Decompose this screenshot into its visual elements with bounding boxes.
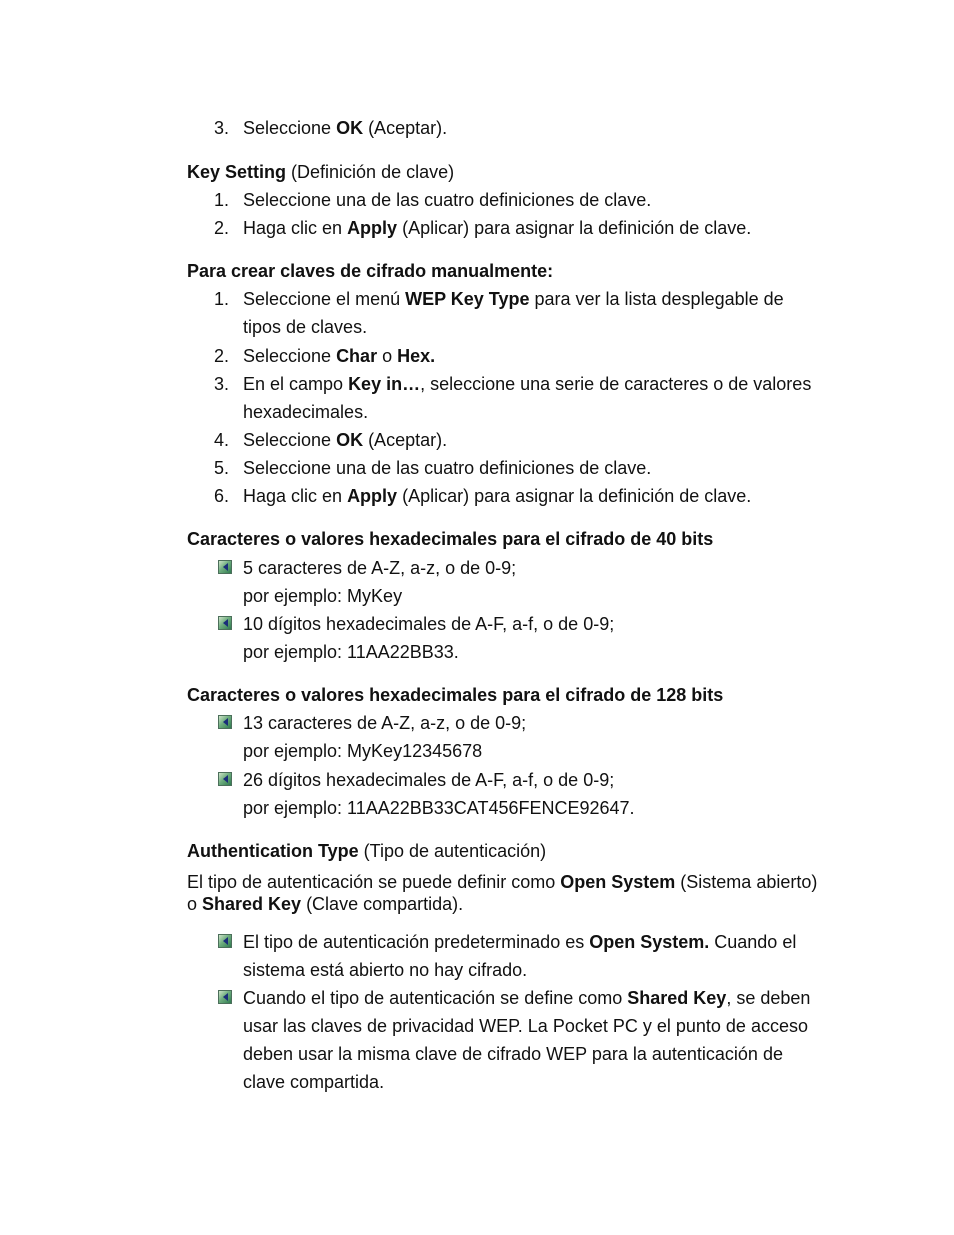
bullet-continuation: usar las claves de privacidad WEP. La Pocket PC y el punto de acceso xyxy=(243,1016,808,1036)
example-text: por ejemplo: MyKey12345678 xyxy=(243,741,483,761)
bullet-icon xyxy=(218,560,232,574)
step-continuation: tipos de claves. xyxy=(243,317,368,337)
step-text: Seleccione OK (Aceptar). xyxy=(243,118,448,138)
bullet-text: 10 dígitos hexadecimales de A-F, a-f, o de 0-9; xyxy=(243,614,615,634)
bullet-icon xyxy=(218,715,232,729)
step-text: Haga clic en Apply (Aplicar) para asignar la definición de clave. xyxy=(243,486,752,506)
auth-paragraph: El tipo de autenticación se puede definir como Open System (Sistema abierto) o Shared Key (Clave compartida). xyxy=(187,872,818,914)
step-number: 1. xyxy=(214,289,230,309)
key-setting-heading: Key Setting (Definición de clave) xyxy=(187,162,455,182)
bullet-text: 5 caracteres de A-Z, a-z, o de 0-9; xyxy=(243,558,517,578)
step-text: Seleccione Char o Hex. xyxy=(243,346,436,366)
step-number: 3. xyxy=(214,374,230,394)
step-number: 3. xyxy=(214,118,230,138)
bullet-icon xyxy=(218,616,232,630)
manual-keys-heading: Para crear claves de cifrado manualmente: xyxy=(187,261,554,281)
example-text: por ejemplo: MyKey xyxy=(243,586,403,606)
bullet-text: 13 caracteres de A-Z, a-z, o de 0-9; xyxy=(243,713,527,733)
bullet-icon xyxy=(218,772,232,786)
bullet-continuation: sistema está abierto no hay cifrado. xyxy=(243,960,528,980)
step-text: En el campo Key in…, seleccione una serie de caracteres o de valores xyxy=(243,374,812,394)
step-number: 2. xyxy=(214,218,230,238)
step-text: Seleccione una de las cuatro definiciones de clave. xyxy=(243,190,652,210)
bullet-text: Cuando el tipo de autenticación se define como Shared Key, se deben xyxy=(243,988,811,1008)
step-number: 2. xyxy=(214,346,230,366)
auth-heading: Authentication Type (Tipo de autenticación) xyxy=(187,841,547,861)
bullet-text: El tipo de autenticación predeterminado es Open System. Cuando el xyxy=(243,932,797,952)
bullet-continuation: clave compartida. xyxy=(243,1072,385,1092)
bullet-icon xyxy=(218,990,232,1004)
bits40-heading: Caracteres o valores hexadecimales para el cifrado de 40 bits xyxy=(187,529,714,549)
step-number: 1. xyxy=(214,190,230,210)
step-number: 5. xyxy=(214,458,230,478)
step-text: Haga clic en Apply (Aplicar) para asignar la definición de clave. xyxy=(243,218,752,238)
example-text: por ejemplo: 11AA22BB33. xyxy=(243,642,459,662)
bullet-text: 26 dígitos hexadecimales de A-F, a-f, o de 0-9; xyxy=(243,770,615,790)
step-text: Seleccione una de las cuatro definiciones de clave. xyxy=(243,458,652,478)
bullet-continuation: deben usar la misma clave de cifrado WEP para la autenticación de xyxy=(243,1044,783,1064)
step-number: 6. xyxy=(214,486,230,506)
step-text: Seleccione el menú WEP Key Type para ver la lista desplegable de xyxy=(243,289,784,309)
step-text: Seleccione OK (Aceptar). xyxy=(243,430,448,450)
step-continuation: hexadecimales. xyxy=(243,402,369,422)
bullet-icon xyxy=(218,934,232,948)
bits128-heading: Caracteres o valores hexadecimales para el cifrado de 128 bits xyxy=(187,685,724,705)
example-text: por ejemplo: 11AA22BB33CAT456FENCE92647. xyxy=(243,798,635,818)
step-number: 4. xyxy=(214,430,230,450)
